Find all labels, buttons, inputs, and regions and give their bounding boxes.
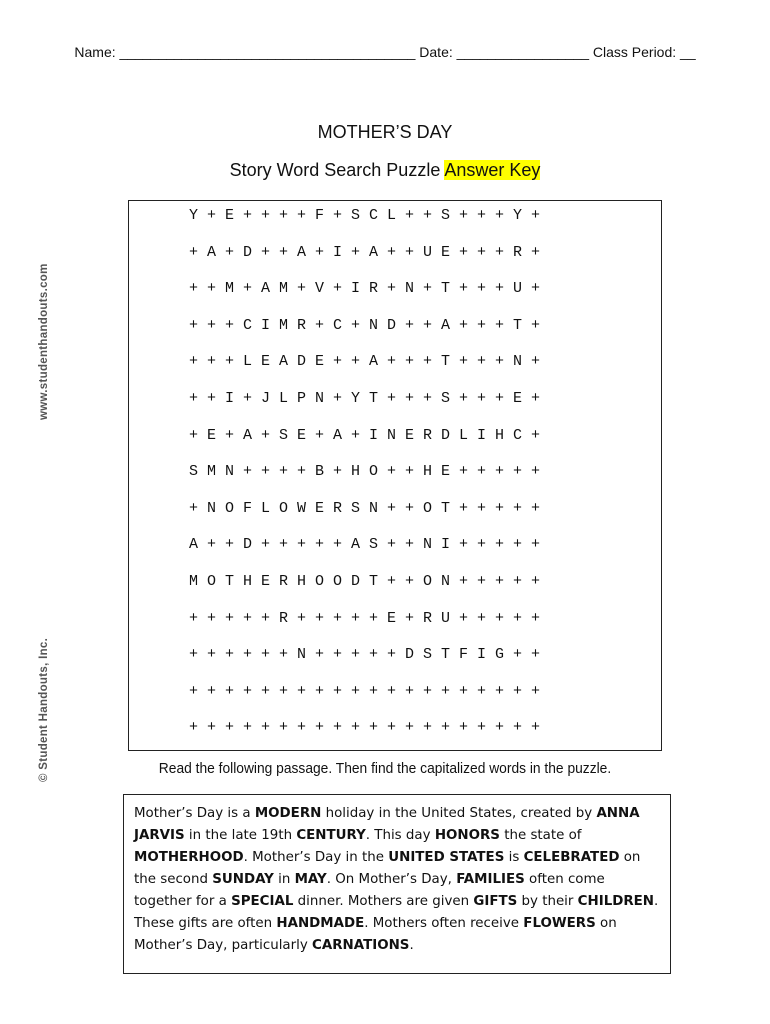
side-website-text: www.studenthandouts.com xyxy=(38,263,50,420)
passage-keyword: UNITED STATES xyxy=(388,850,505,865)
subtitle-main: Story Word Search Puzzle xyxy=(229,160,441,180)
grid-row: + A + D + + A + I + A + + U E + + + R + xyxy=(189,243,541,261)
passage-text: . On Mother’s Day, xyxy=(326,872,457,887)
passage-keyword: CARNATIONS xyxy=(312,938,410,953)
page-subtitle xyxy=(0,160,770,181)
side-copyright-text: © Student Handouts, Inc. xyxy=(38,637,50,782)
grid-row: + + + + + + N + + + + + D S T F I G + + xyxy=(189,646,541,664)
grid-row: + + + + + + + + + + + + + + + + + + + + xyxy=(189,719,541,737)
passage-text: is xyxy=(504,850,524,865)
passage-keyword: FLOWERS xyxy=(523,916,596,931)
passage-text: Mother’s Day is a xyxy=(134,806,255,821)
passage-text: often come together for a xyxy=(134,872,605,909)
passage-keyword: CELEBRATED xyxy=(523,850,620,865)
answer-key-highlight: Answer Key xyxy=(444,160,541,180)
passage-text: . xyxy=(409,938,414,953)
passage-keyword: FAMILIES xyxy=(456,872,525,887)
grid-row: Y + E + + + + F + S C L + + S + + + Y + xyxy=(189,207,541,224)
grid-row: + N O F L O W E R S N + + O T + + + + + xyxy=(189,499,541,517)
grid-row: + + + C I M R + C + N D + + A + + + T + xyxy=(189,316,541,334)
grid-row: + + + + + R + + + + + E + R U + + + + + xyxy=(189,609,541,627)
passage-keyword: HONORS xyxy=(434,828,500,843)
passage-keyword: CENTURY xyxy=(296,828,366,843)
word-search-grid xyxy=(128,200,662,751)
student-info-line: Name: ______________________________________ Date: _________________ Class Period: __ xyxy=(74,44,696,60)
passage-keyword: MOTHERHOOD xyxy=(134,850,244,865)
passage-text: on the second xyxy=(134,850,641,887)
grid-row: A + + D + + + + + A S + + N I + + + + + xyxy=(189,536,541,554)
story-passage xyxy=(123,794,671,974)
passage-keyword: HANDMADE xyxy=(276,916,365,931)
passage-keyword: MAY xyxy=(294,872,327,887)
passage-text: the state of xyxy=(499,828,582,843)
grid-row: + E + A + S E + A + I N E R D L I H C + xyxy=(189,426,541,444)
grid-row: + + I + J L P N + Y T + + + S + + + E + xyxy=(189,390,541,407)
passage-keyword: MODERN xyxy=(254,806,322,821)
passage-text: . This day xyxy=(365,828,435,843)
passage-keyword: SUNDAY xyxy=(212,872,274,887)
grid-row: M O T H E R H O O D T + + O N + + + + + xyxy=(189,573,541,590)
grid-row: + + M + A M + V + I R + N + T + + + U + xyxy=(189,280,541,298)
passage-keyword: SPECIAL xyxy=(231,894,294,909)
instruction-text: Read the following passage. Then find the capitalized words in the puzzle. xyxy=(158,760,612,777)
passage-text: . These gifts are often xyxy=(134,894,659,931)
grid-row: + + + L E A D E + + A + + + T + + + N + xyxy=(189,353,541,371)
passage-text: . Mothers often receive xyxy=(364,916,524,931)
passage-text: on Mother’s Day, particularly xyxy=(134,916,617,953)
grid-row: S M N + + + + B + H O + + H E + + + + + xyxy=(189,463,541,481)
passage-text: dinner. Mothers are given xyxy=(293,894,474,909)
passage-keyword: CHILDREN xyxy=(577,894,655,909)
passage-keyword: GIFTS xyxy=(473,894,518,909)
passage-text: in xyxy=(273,872,295,887)
passage-keyword: ANNA JARVIS xyxy=(134,806,640,843)
passage-text: in the late 19th xyxy=(184,828,297,843)
page-title: MOTHER’S DAY xyxy=(317,122,453,142)
passage-text: holiday in the United States, created by xyxy=(321,806,597,821)
passage-text: . Mother’s Day in the xyxy=(243,850,389,865)
passage-text: by their xyxy=(517,894,578,909)
grid-row: + + + + + + + + + + + + + + + + + + + + xyxy=(189,682,541,700)
